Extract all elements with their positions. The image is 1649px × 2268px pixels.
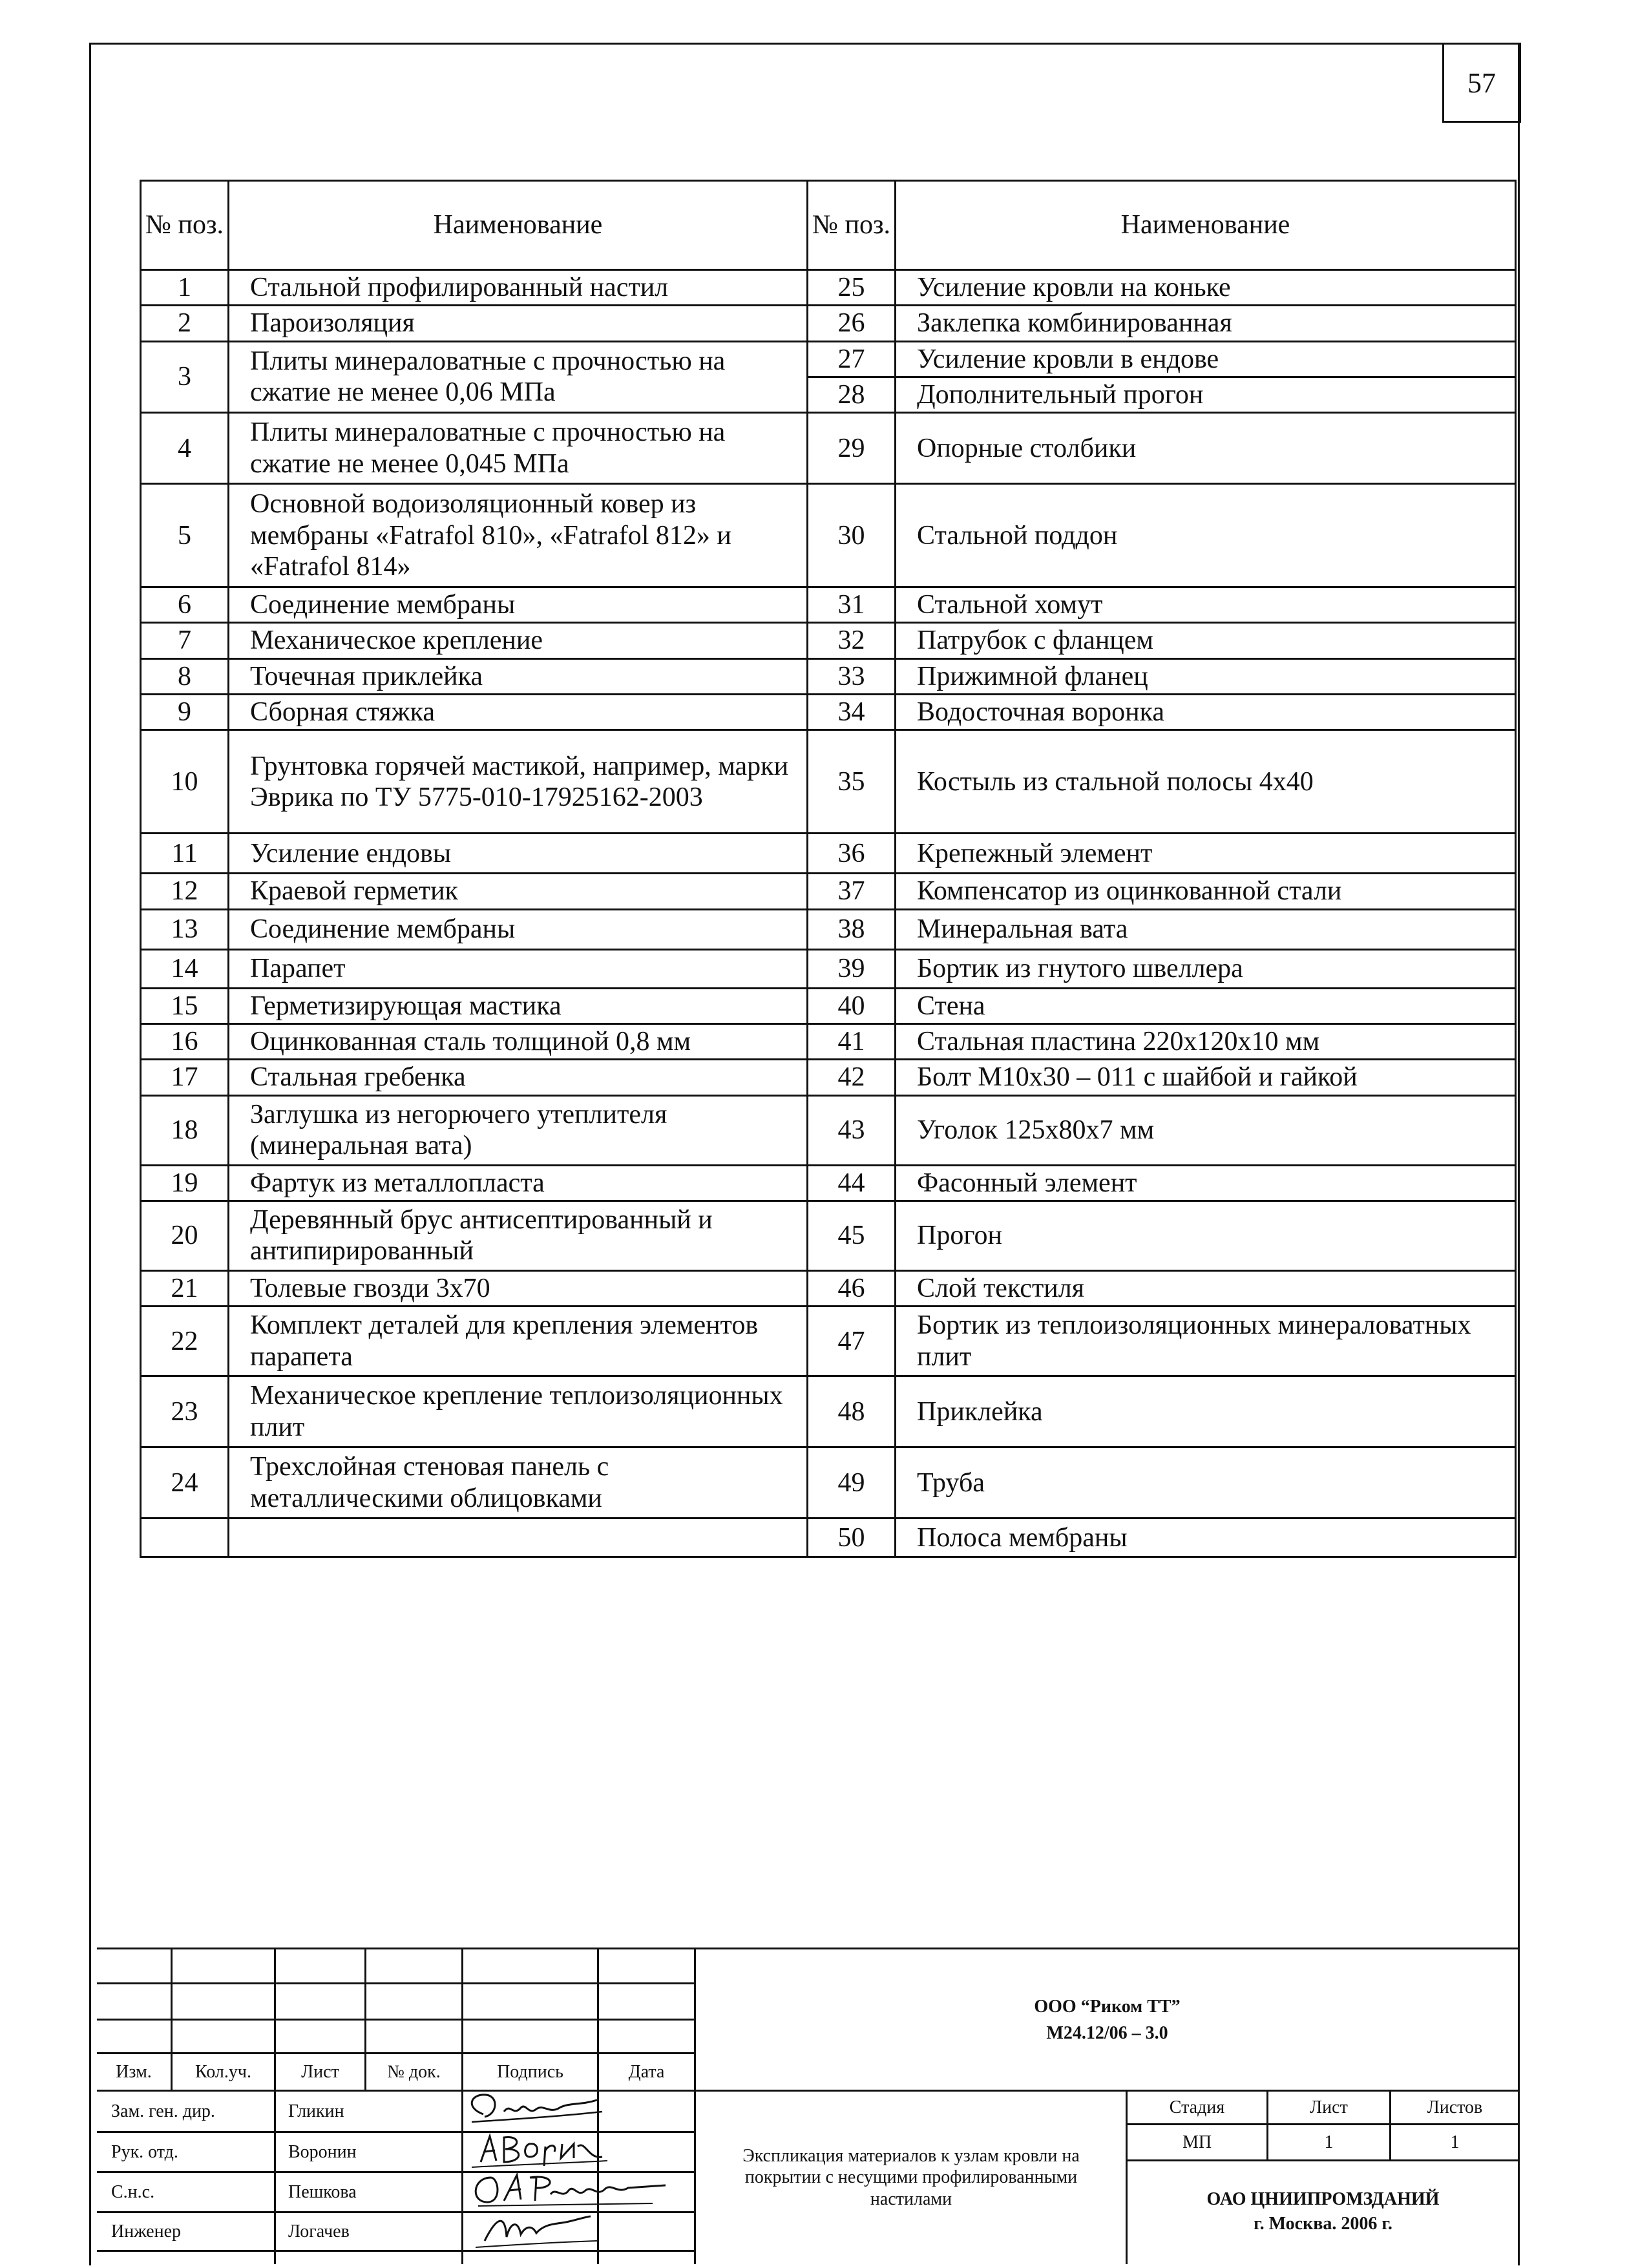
col-list: Лист — [301, 2062, 339, 2082]
header-num-left: № поз. — [141, 181, 229, 270]
right-pos-number: 31 — [808, 587, 896, 623]
col-kol: Кол.уч. — [195, 2062, 251, 2082]
left-material-name: Краевой герметик — [229, 874, 808, 909]
person-1: Гликин — [288, 2101, 344, 2121]
left-material-name: Усиление ендовы — [229, 834, 808, 874]
table-row — [141, 658, 1516, 694]
table-row — [141, 1518, 1516, 1557]
left-pos-number: 21 — [141, 1270, 229, 1306]
table-row — [141, 988, 1516, 1024]
right-material-name: Костыль из стальной полосы 4х40 — [896, 730, 1516, 834]
table-row — [141, 695, 1516, 730]
right-pos-number: 47 — [808, 1307, 896, 1376]
table-row — [141, 484, 1516, 587]
signature-peshkova — [459, 2168, 672, 2214]
left-pos-number: 23 — [141, 1376, 229, 1447]
right-pos-number: 46 — [808, 1270, 896, 1306]
left-material-name: Основной водоизоляционный ковер из мембраны «Fatrafol 810», «Fatrafol 812» и «Fatrafol 814» — [229, 484, 808, 587]
left-pos-number: 12 — [141, 874, 229, 909]
table-row — [141, 1201, 1516, 1270]
left-pos-number: 7 — [141, 623, 229, 658]
table-row — [141, 1060, 1516, 1095]
left-pos-number: 22 — [141, 1307, 229, 1376]
signature-voronin — [459, 2128, 614, 2174]
left-material-name: Стальная гребенка — [229, 1060, 808, 1095]
table-row — [141, 1270, 1516, 1306]
col-izm: Изм. — [116, 2062, 152, 2082]
right-material-name: Усиление кровли в ендове — [896, 341, 1516, 377]
left-material-name: Соединение мембраны — [229, 587, 808, 623]
right-pos-number: 30 — [808, 484, 896, 587]
header-name-right: Наименование — [896, 181, 1516, 270]
organization-name: ООО “Риком ТТ” — [1034, 1996, 1181, 2017]
right-pos-number: 38 — [808, 909, 896, 949]
right-pos-number: 49 — [808, 1447, 896, 1518]
left-pos-number: 24 — [141, 1447, 229, 1518]
role-1: Зам. ген. дир. — [111, 2101, 215, 2121]
right-pos-number: 44 — [808, 1165, 896, 1201]
left-pos-number: 13 — [141, 909, 229, 949]
right-material-name: Минеральная вата — [896, 909, 1516, 949]
table-row — [141, 623, 1516, 658]
left-material-name: Деревянный брус антисептированный и антипирированный — [229, 1201, 808, 1270]
role-2: Рук. отд. — [111, 2141, 178, 2162]
right-pos-number: 32 — [808, 623, 896, 658]
left-material-name: Фартук из металлопласта — [229, 1165, 808, 1201]
right-pos-number: 25 — [808, 270, 896, 306]
institute-city: г. Москва. 2006 г. — [1254, 2214, 1392, 2234]
right-material-name: Компенсатор из оцинкованной стали — [896, 874, 1516, 909]
stage-label: Стадия — [1169, 2097, 1225, 2117]
left-material-name: Соединение мембраны — [229, 909, 808, 949]
right-material-name: Опорные столбики — [896, 413, 1516, 484]
left-pos-number: 16 — [141, 1024, 229, 1059]
table-row — [141, 1447, 1516, 1518]
right-pos-number: 28 — [808, 377, 896, 412]
left-material-name: Механическое крепление теплоизоляционных плит — [229, 1376, 808, 1447]
signature-gliki — [459, 2088, 607, 2134]
left-material-name: Грунтовка горячей мастикой, например, марки Эврика по ТУ 5775-010-17925162-2003 — [229, 730, 808, 834]
table-row — [141, 1024, 1516, 1059]
col-data: Дата — [628, 2062, 665, 2082]
col-ndok: № док. — [387, 2062, 441, 2082]
col-podpis: Подпись — [497, 2062, 563, 2082]
right-pos-number: 48 — [808, 1376, 896, 1447]
left-material-name: Герметизирующая мастика — [229, 988, 808, 1024]
right-material-name: Приклейка — [896, 1376, 1516, 1447]
table-row — [141, 1307, 1516, 1376]
left-pos-number: 19 — [141, 1165, 229, 1201]
right-material-name: Стальной хомут — [896, 587, 1516, 623]
right-material-name: Водосточная воронка — [896, 695, 1516, 730]
right-material-name: Уголок 125х80х7 мм — [896, 1095, 1516, 1165]
left-material-name — [229, 1518, 808, 1557]
left-material-name: Оцинкованная сталь толщиной 0,8 мм — [229, 1024, 808, 1059]
table-row — [141, 341, 1516, 377]
sheets-value: 1 — [1450, 2132, 1460, 2152]
right-material-name: Патрубок с фланцем — [896, 623, 1516, 658]
left-material-name: Заглушка из негорючего утеплителя (минеральная вата) — [229, 1095, 808, 1165]
left-material-name: Комплект деталей для крепления элементов парапета — [229, 1307, 808, 1376]
sheet-value: 1 — [1324, 2132, 1334, 2152]
left-material-name: Толевые гвозди 3х70 — [229, 1270, 808, 1306]
left-material-name: Плиты минераловатные с прочностью на сжатие не менее 0,045 МПа — [229, 413, 808, 484]
person-3: Пешкова — [288, 2181, 357, 2202]
left-material-name: Точечная приклейка — [229, 658, 808, 694]
table-row — [141, 587, 1516, 623]
right-material-name: Прогон — [896, 1201, 1516, 1270]
right-material-name: Труба — [896, 1447, 1516, 1518]
left-pos-number: 20 — [141, 1201, 229, 1270]
left-pos-number: 15 — [141, 988, 229, 1024]
right-pos-number: 29 — [808, 413, 896, 484]
sheet-number: 57 — [1442, 43, 1521, 123]
right-material-name: Крепежный элемент — [896, 834, 1516, 874]
header-num-right: № поз. — [808, 181, 896, 270]
right-pos-number: 34 — [808, 695, 896, 730]
right-pos-number: 42 — [808, 1060, 896, 1095]
left-material-name: Плиты минераловатные с прочностью на сжатие не менее 0,06 МПа — [229, 341, 808, 413]
left-pos-number: 17 — [141, 1060, 229, 1095]
table-row — [141, 1376, 1516, 1447]
header-name-left: Наименование — [229, 181, 808, 270]
title-block — [97, 1948, 1518, 2264]
person-2: Воронин — [288, 2141, 357, 2162]
signature-logachev — [459, 2209, 607, 2254]
right-material-name: Стальная пластина 220х120х10 мм — [896, 1024, 1516, 1059]
table-row — [141, 874, 1516, 909]
left-pos-number: 11 — [141, 834, 229, 874]
right-pos-number: 50 — [808, 1518, 896, 1557]
table-row — [141, 834, 1516, 874]
right-material-name: Полоса мембраны — [896, 1518, 1516, 1557]
table-row — [141, 1095, 1516, 1165]
right-material-name: Заклепка комбинированная — [896, 306, 1516, 341]
left-material-name: Пароизоляция — [229, 306, 808, 341]
materials-table — [140, 180, 1517, 1558]
left-pos-number: 5 — [141, 484, 229, 587]
left-material-name: Трехслойная стеновая панель с металлическими облицовками — [229, 1447, 808, 1518]
right-pos-number: 39 — [808, 949, 896, 988]
left-pos-number: 6 — [141, 587, 229, 623]
table-row — [141, 730, 1516, 834]
left-pos-number: 18 — [141, 1095, 229, 1165]
right-material-name: Слой текстиля — [896, 1270, 1516, 1306]
right-material-name: Дополнительный прогон — [896, 377, 1516, 412]
right-pos-number: 40 — [808, 988, 896, 1024]
right-material-name: Фасонный элемент — [896, 1165, 1516, 1201]
role-3: С.н.с. — [111, 2181, 155, 2202]
right-material-name: Болт М10х30 – 011 с шайбой и гайкой — [896, 1060, 1516, 1095]
right-material-name: Стальной поддон — [896, 484, 1516, 587]
right-material-name: Усиление кровли на коньке — [896, 270, 1516, 306]
right-material-name: Прижимной фланец — [896, 658, 1516, 694]
person-4: Логачев — [288, 2221, 350, 2242]
right-pos-number: 33 — [808, 658, 896, 694]
left-material-name: Стальной профилированный настил — [229, 270, 808, 306]
left-pos-number: 3 — [141, 341, 229, 413]
right-material-name: Бортик из гнутого швеллера — [896, 949, 1516, 988]
right-pos-number: 26 — [808, 306, 896, 341]
left-pos-number — [141, 1518, 229, 1557]
right-material-name: Бортик из теплоизоляционных минераловатных плит — [896, 1307, 1516, 1376]
table-header-row — [141, 181, 1516, 270]
table-row — [141, 270, 1516, 306]
right-pos-number: 37 — [808, 874, 896, 909]
sheet-label: Лист — [1310, 2097, 1348, 2117]
left-pos-number: 2 — [141, 306, 229, 341]
left-pos-number: 9 — [141, 695, 229, 730]
document-code: М24.12/06 – 3.0 — [1046, 2022, 1168, 2043]
document-title: Экспликация материалов к узлам кровли на покрытии с несущими профилированными настилами — [742, 2146, 1080, 2209]
table-row — [141, 909, 1516, 949]
table-row — [141, 1165, 1516, 1201]
right-pos-number: 36 — [808, 834, 896, 874]
right-pos-number: 35 — [808, 730, 896, 834]
left-material-name: Парапет — [229, 949, 808, 988]
right-pos-number: 41 — [808, 1024, 896, 1059]
role-4: Инженер — [111, 2221, 182, 2242]
right-pos-number: 27 — [808, 341, 896, 377]
right-pos-number: 45 — [808, 1201, 896, 1270]
left-pos-number: 14 — [141, 949, 229, 988]
left-pos-number: 10 — [141, 730, 229, 834]
stage-value: МП — [1182, 2132, 1212, 2152]
table-row — [141, 413, 1516, 484]
left-pos-number: 8 — [141, 658, 229, 694]
left-pos-number: 4 — [141, 413, 229, 484]
left-pos-number: 1 — [141, 270, 229, 306]
table-row — [141, 306, 1516, 341]
institute-name: ОАО ЦНИИПРОМЗДАНИЙ — [1206, 2189, 1440, 2210]
right-material-name: Стена — [896, 988, 1516, 1024]
left-material-name: Сборная стяжка — [229, 695, 808, 730]
table-row — [141, 949, 1516, 988]
right-pos-number: 43 — [808, 1095, 896, 1165]
left-material-name: Механическое крепление — [229, 623, 808, 658]
sheets-label: Листов — [1427, 2097, 1483, 2117]
